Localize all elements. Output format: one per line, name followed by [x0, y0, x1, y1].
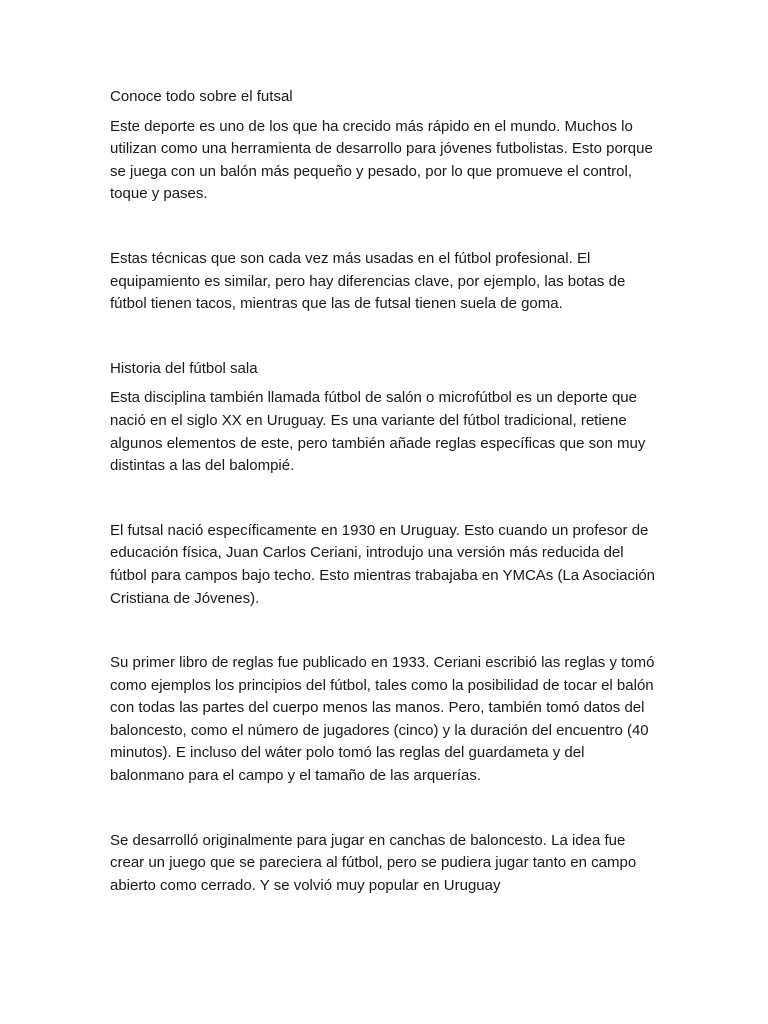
paragraph-intro: Este deporte es uno de los que ha crecido más rápido en el mundo. Muchos lo utilizan como una herramienta de desarrollo para jóvenes futbolistas. Esto porque se juega con un balón más pequeño y pesado, por lo que promueve el control, toque y pases. — [110, 117, 653, 203]
paragraph-origin: El futsal nació específicamente en 1930 en Uruguay. Esto cuando un profesor de educación física, Juan Carlos Ceriani, introdujo una versión más reducida del fútbol para campos bajo techo. Esto mientras trabajaba en YMCAs (La Asociación Cristiana de Jóvenes). — [110, 521, 656, 607]
paragraph-techniques: Estas técnicas que son cada vez más usadas en el fútbol profesional. El equipamiento es similar, pero hay diferencias clave, por ejemplo, las botas de fútbol tienen tacos, mientras que las de futsal tienen suela de goma. — [110, 249, 626, 313]
document-body — [110, 86, 662, 897]
paragraph-discipline: Esta disciplina también llamada fútbol de salón o microfútbol es un deporte que nació en el siglo XX en Uruguay. Es una variante del fútbol tradicional, retiene algunos elementos de este, pero también añade reglas específicas que son muy distintas a las del balompié. — [110, 389, 646, 475]
section-heading-futsal: Conoce todo sobre el futsal — [110, 88, 293, 105]
section-heading-history: Historia del fútbol sala — [110, 359, 258, 377]
paragraph-development: Se desarrolló originalmente para jugar en canchas de baloncesto. La idea fue crear un juego que se pareciera al fútbol, pero se pudiera jugar tanto en campo abierto como cerrado. Y se volvió muy popular en Uruguay — [110, 831, 637, 894]
paragraph-rules: Su primer libro de reglas fue publicado en 1933. Ceriani escribió las reglas y tomó como ejemplos los principios del fútbol, tales como la posibilidad de tocar el balón con todas las partes del cuerpo menos las manos. Pero, también tomó datos del baloncesto, como el número de jugadores (cinco) y la duración del encuentro (40 minutos). E incluso del wáter polo tomó las reglas del guardameta y del balonmano para el campo y el tamaño de las arquerías. — [110, 654, 655, 785]
